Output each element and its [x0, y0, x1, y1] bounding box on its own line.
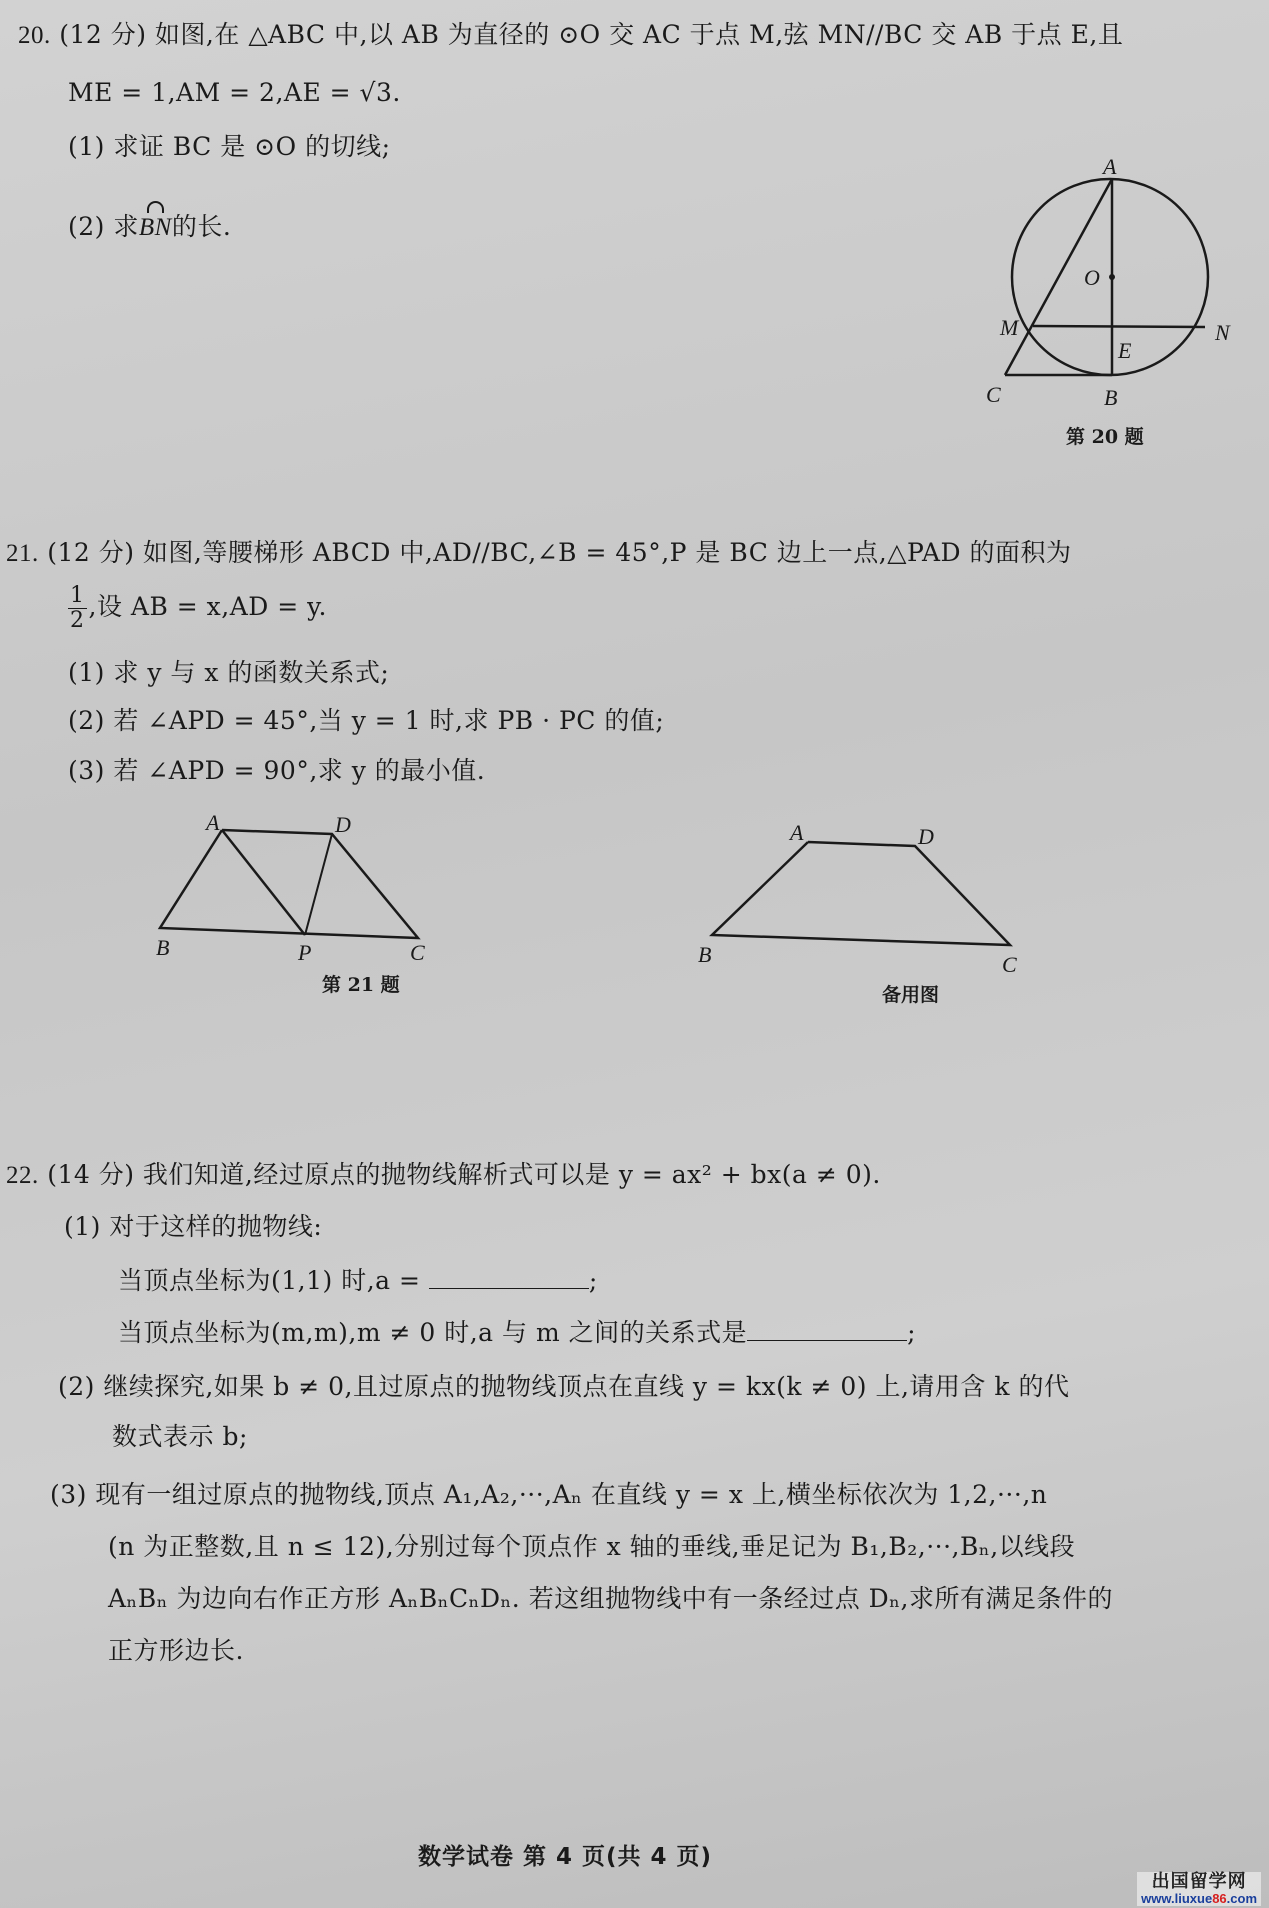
q21-stem-text2: ,设 AB = x,AD = y.	[88, 592, 327, 621]
q22-part1-sub1	[118, 1264, 598, 1298]
q22-part1-sub2-text: 当顶点坐标为(m,m),m ≠ 0 时,a 与 m 之间的关系式是	[118, 1318, 748, 1347]
q22-part1	[64, 1210, 322, 1244]
fig21-label-c: C	[410, 940, 425, 965]
fig20-caption: 第 20 题	[1066, 426, 1144, 448]
q22-part3-line2: (n 为正整数,且 n ≤ 12),分别过每个顶点作 x 轴的垂线,垂足记为 B₁,B₂,···,Bₙ,以线段	[108, 1532, 1076, 1561]
q21-stem-line2	[68, 580, 327, 634]
fig20-label-e: E	[1118, 338, 1132, 363]
q21-points: (12 分)	[47, 538, 135, 567]
q21-part2-text: 若 ∠APD = 45°,当 y = 1 时,求 PB · PC 的值;	[113, 706, 665, 735]
spare-label-a: A	[790, 820, 804, 845]
fig21-label-d: D	[335, 812, 351, 837]
spare-label-d: D	[918, 824, 934, 849]
q21-part3-label: (3)	[68, 756, 105, 785]
spare-label-c: C	[1002, 952, 1017, 977]
q20-part1	[68, 130, 391, 164]
q21-part2	[68, 704, 664, 738]
watermark-site-name: 出国留学网	[1151, 1871, 1247, 1892]
watermark-url-suffix: .com	[1226, 1891, 1257, 1906]
q21-part3	[68, 754, 485, 788]
fig20-label-b: B	[1104, 385, 1118, 410]
q20-stem-text1: 如图,在 △ABC 中,以 AB 为直径的 ⊙O 交 AC 于点 M,弦 MN//BC 交 AB 于点 E,且	[154, 20, 1124, 49]
q22-part3-line4: 正方形边长.	[108, 1636, 244, 1665]
q20-stem-line1	[18, 18, 1123, 53]
fig21-label-a: A	[206, 810, 220, 835]
q22-part1-sub2-end: ;	[907, 1318, 917, 1347]
fig20-label-m: M	[1000, 315, 1019, 340]
q22-stem-line1	[6, 1158, 881, 1193]
q20-stem-line2: ME = 1,AM = 2,AE = √3.	[68, 78, 401, 107]
q22-number: 22.	[6, 1162, 39, 1189]
spare-figure-caption: 备用图	[882, 984, 940, 1006]
answer-blank-a[interactable]	[429, 1264, 589, 1289]
q22-part2-text1: 继续探究,如果 b ≠ 0,且过原点的抛物线顶点在直线 y = kx(k ≠ 0) 上,请用含 k 的代	[103, 1372, 1070, 1401]
q22-part3-label: (3)	[50, 1480, 87, 1509]
q21-part3-text: 若 ∠APD = 90°,求 y 的最小值.	[113, 756, 486, 785]
fraction-one-half	[68, 584, 87, 633]
arc-bn: BN	[139, 211, 172, 245]
q21-stem-line1	[6, 536, 1072, 571]
fig20-label-c: C	[986, 382, 1001, 407]
q21-number: 21.	[6, 540, 39, 567]
fig21-label-b: B	[156, 935, 170, 960]
q22-part1-sub1-end: ;	[588, 1266, 598, 1295]
q22-part3-line1	[50, 1478, 1047, 1512]
q20-number: 20.	[18, 22, 51, 49]
q20-part2-label: (2)	[68, 212, 105, 241]
spare-label-b: B	[698, 942, 712, 967]
q22-part1-sub2	[118, 1316, 916, 1350]
q20-part1-text: 求证 BC 是 ⊙O 的切线;	[113, 132, 391, 161]
q22-part3-line3: AₙBₙ 为边向右作正方形 AₙBₙCₙDₙ. 若这组抛物线中有一条经过点 Dₙ,求所有满足条件的	[108, 1584, 1113, 1613]
watermark-url-prefix: www.liuxue	[1141, 1891, 1213, 1906]
figure-q21-trapezoid	[150, 800, 600, 980]
q22-part1-sub1-text: 当顶点坐标为(1,1) 时,a =	[118, 1266, 429, 1295]
q21-stem-text1: 如图,等腰梯形 ABCD 中,AD//BC,∠B = 45°,P 是 BC 边上一点,△PAD 的面积为	[142, 538, 1072, 567]
figure-spare-trapezoid	[690, 800, 1130, 980]
q20-part2	[68, 210, 231, 245]
q20-part1-label: (1)	[68, 132, 105, 161]
q22-part2-label: (2)	[58, 1372, 95, 1401]
q22-part2-line2: 数式表示 b;	[112, 1422, 248, 1451]
fig20-label-o: O	[1084, 265, 1100, 290]
fraction-denominator: 2	[70, 608, 85, 633]
fig20-label-a: A	[1103, 154, 1117, 179]
q20-points: (12 分)	[59, 20, 147, 49]
q21-part1	[68, 656, 389, 690]
page-footer: 数学试卷 第 4 页(共 4 页)	[418, 1844, 713, 1870]
fig21-caption: 第 21 题	[322, 974, 400, 996]
fig20-label-n: N	[1215, 320, 1230, 345]
q22-points: (14 分)	[47, 1160, 135, 1189]
q22-part3-text1: 现有一组过原点的抛物线,顶点 A₁,A₂,···,Aₙ 在直线 y = x 上,横坐标依次为 1,2,···,n	[95, 1480, 1048, 1509]
q20-part2-text-before: 求	[113, 212, 139, 241]
watermark-url-accent: 86	[1212, 1891, 1227, 1906]
q22-part2-line1	[58, 1370, 1069, 1404]
watermark-url	[1141, 1892, 1257, 1906]
q22-part1-label: (1)	[64, 1212, 101, 1241]
site-watermark	[1137, 1872, 1261, 1906]
fig21-label-p: P	[298, 940, 312, 965]
fraction-numerator: 1	[70, 583, 85, 608]
q21-part2-label: (2)	[68, 706, 105, 735]
answer-blank-a-m-relation[interactable]	[747, 1316, 907, 1341]
figure-q20-circle-diagram	[960, 150, 1260, 430]
q20-part2-text-after: 的长.	[171, 212, 232, 241]
q22-stem-text1: 我们知道,经过原点的抛物线解析式可以是 y = ax² + bx(a ≠ 0).	[142, 1160, 881, 1189]
q22-part1-text: 对于这样的抛物线:	[109, 1212, 323, 1241]
q21-part1-label: (1)	[68, 658, 105, 687]
q21-part1-text: 求 y 与 x 的函数关系式;	[113, 658, 390, 687]
